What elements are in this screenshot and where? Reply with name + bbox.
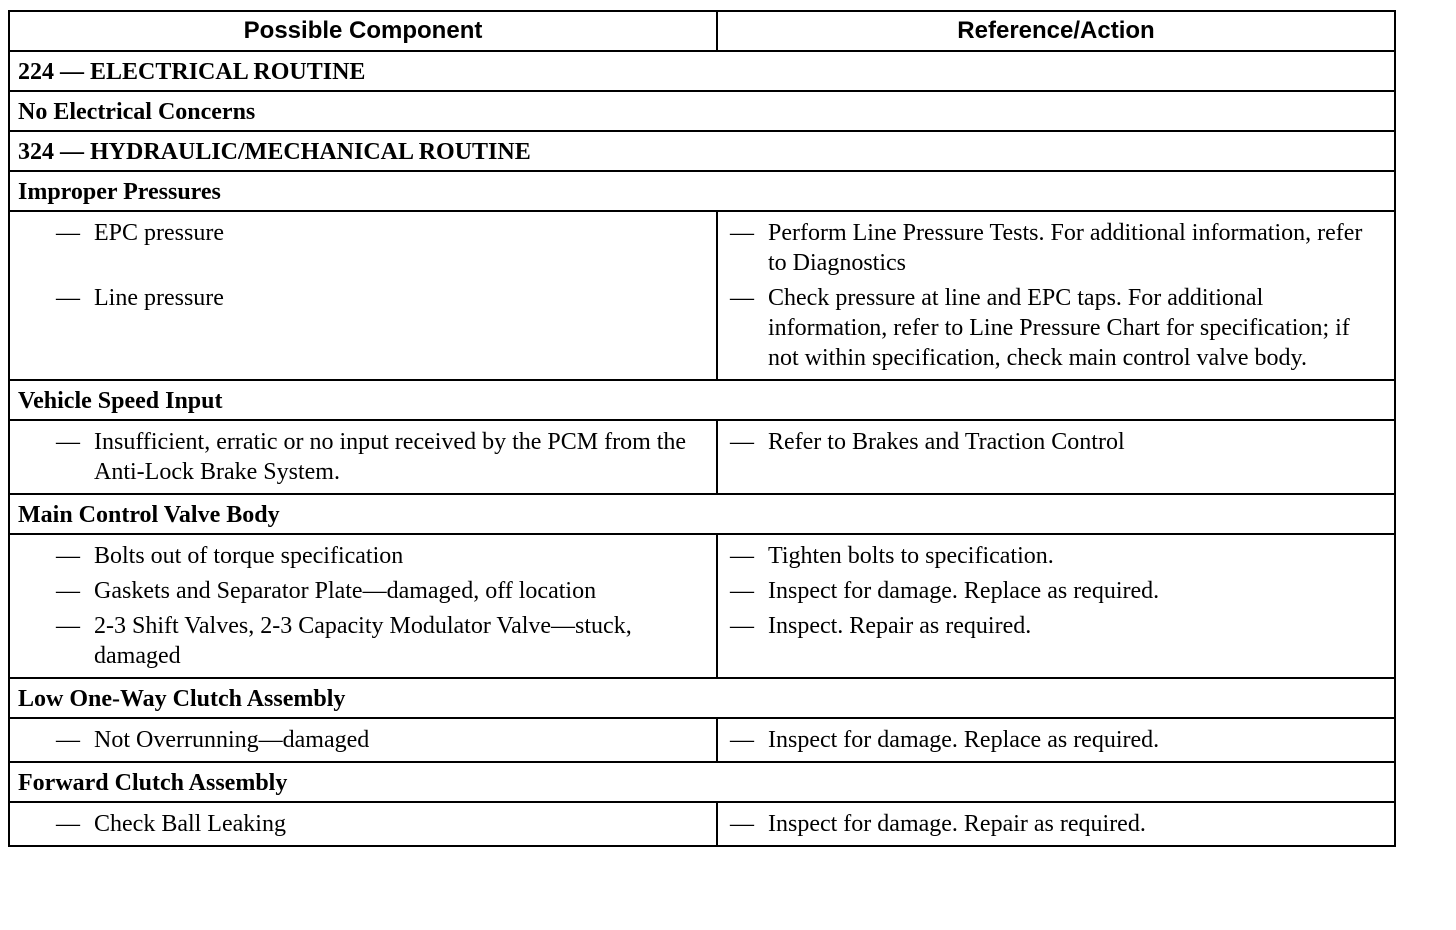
column-header-reference-action: Reference/Action <box>717 11 1395 51</box>
section-row <box>9 171 1395 211</box>
dash-bullet: — <box>730 429 754 455</box>
dash-bullet: — <box>730 578 754 604</box>
dash-bullet: — <box>730 220 754 246</box>
action-item <box>718 611 1386 641</box>
dash-bullet: — <box>56 727 80 753</box>
component-text: Bolts out of torque specification <box>94 543 404 569</box>
action-text: Check pressure at line and EPC taps. For additional information, refer to Line Pressure Chart for specification; if not within specification, check main control valve body. <box>768 285 1350 371</box>
dash-bullet: — <box>56 429 80 455</box>
component-text: Check Ball Leaking <box>94 811 286 837</box>
component-item <box>10 809 708 839</box>
column-header-possible-component: Possible Component <box>9 11 717 51</box>
table-header-row <box>9 11 1395 51</box>
section-vehicle-speed-input: Vehicle Speed Input <box>9 380 1395 420</box>
action-item <box>718 283 1386 373</box>
action-item <box>718 576 1386 606</box>
component-cell <box>9 420 717 494</box>
section-324-hydraulic-mechanical-routine: 324 — HYDRAULIC/MECHANICAL ROUTINE <box>9 131 1395 171</box>
action-item <box>718 725 1386 755</box>
dash-bullet: — <box>56 285 80 311</box>
table-row <box>9 420 1395 494</box>
section-low-one-way-clutch-assembly: Low One-Way Clutch Assembly <box>9 678 1395 718</box>
component-cell <box>9 534 717 678</box>
action-item <box>718 427 1386 457</box>
component-cell <box>9 802 717 846</box>
table-row <box>9 534 1395 678</box>
action-item <box>718 809 1386 839</box>
section-main-control-valve-body: Main Control Valve Body <box>9 494 1395 534</box>
component-cell <box>9 211 717 380</box>
component-text: Line pressure <box>94 285 224 311</box>
section-row <box>9 91 1395 131</box>
section-forward-clutch-assembly: Forward Clutch Assembly <box>9 762 1395 802</box>
table-row <box>9 802 1395 846</box>
action-text: Inspect for damage. Repair as required. <box>768 811 1146 837</box>
action-text: Inspect for damage. Replace as required. <box>768 727 1160 753</box>
section-row <box>9 131 1395 171</box>
component-text: 2-3 Shift Valves, 2-3 Capacity Modulator Valve—stuck, damaged <box>94 613 632 669</box>
action-cell <box>717 420 1395 494</box>
section-row <box>9 678 1395 718</box>
action-cell <box>717 718 1395 762</box>
section-row <box>9 494 1395 534</box>
action-cell <box>717 802 1395 846</box>
dash-bullet: — <box>56 613 80 639</box>
action-cell <box>717 211 1395 380</box>
dash-bullet: — <box>56 220 80 246</box>
component-text: Not Overrunning—damaged <box>94 727 370 753</box>
action-text: Inspect. Repair as required. <box>768 613 1032 639</box>
component-text: Insufficient, erratic or no input received by the PCM from the Anti-Lock Brake System. <box>94 429 687 485</box>
dash-bullet: — <box>56 543 80 569</box>
component-item <box>10 725 708 755</box>
section-row <box>9 51 1395 91</box>
component-item <box>10 218 708 278</box>
dash-bullet: — <box>730 727 754 753</box>
section-row <box>9 380 1395 420</box>
action-text: Tighten bolts to specification. <box>768 543 1054 569</box>
section-no-electrical-concerns: No Electrical Concerns <box>9 91 1395 131</box>
action-text: Perform Line Pressure Tests. For additional information, refer to Diagnostics <box>768 220 1363 276</box>
table-row <box>9 211 1395 380</box>
diagnostic-table-sheet <box>8 10 1394 847</box>
component-item <box>10 283 708 313</box>
component-item <box>10 427 708 487</box>
dash-bullet: — <box>730 613 754 639</box>
action-item <box>718 541 1386 571</box>
dash-bullet: — <box>730 543 754 569</box>
action-item <box>718 218 1386 278</box>
diagnostic-table <box>8 10 1396 847</box>
section-row <box>9 762 1395 802</box>
component-cell <box>9 718 717 762</box>
section-224-electrical-routine: 224 — ELECTRICAL ROUTINE <box>9 51 1395 91</box>
dash-bullet: — <box>56 811 80 837</box>
dash-bullet: — <box>56 578 80 604</box>
component-item <box>10 611 708 671</box>
component-text: EPC pressure <box>94 220 224 246</box>
table-row <box>9 718 1395 762</box>
component-text: Gaskets and Separator Plate—damaged, off location <box>94 578 597 604</box>
action-text: Refer to Brakes and Traction Control <box>768 429 1125 455</box>
action-text: Inspect for damage. Replace as required. <box>768 578 1160 604</box>
section-improper-pressures: Improper Pressures <box>9 171 1395 211</box>
component-item <box>10 541 708 571</box>
action-cell <box>717 534 1395 678</box>
dash-bullet: — <box>730 285 754 311</box>
dash-bullet: — <box>730 811 754 837</box>
component-item <box>10 576 708 606</box>
